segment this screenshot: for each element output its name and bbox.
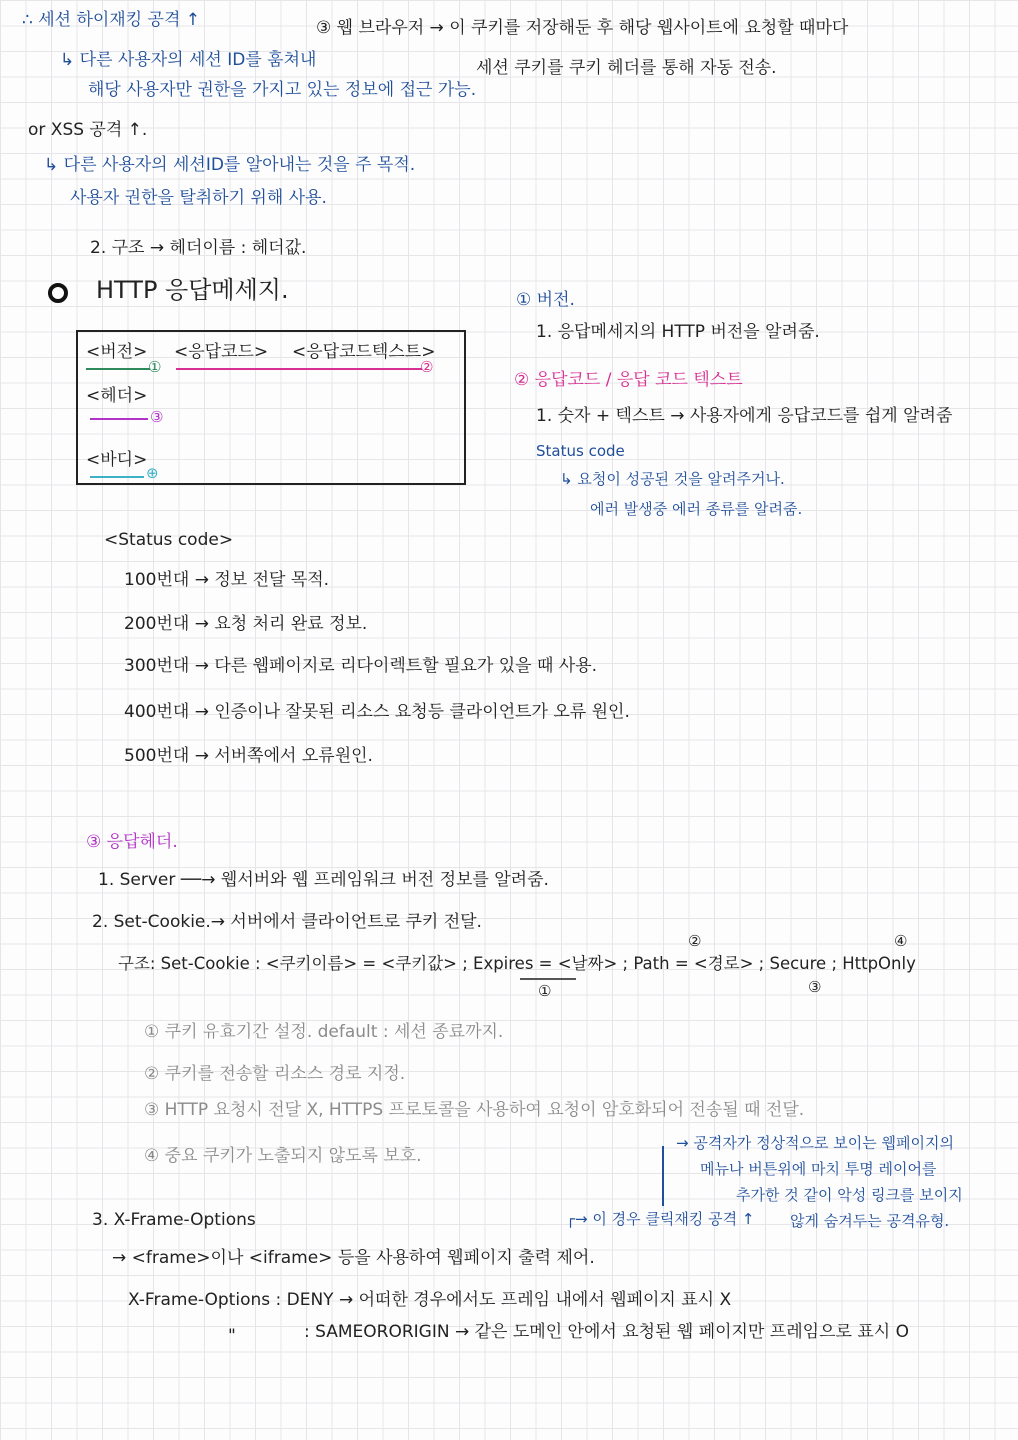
mark-1: ① <box>538 982 552 1000</box>
xfo-desc: → <frame>이나 <iframe> 등을 사용하여 웹페이지 출력 제어. <box>112 1248 595 1268</box>
status-code-label: Status code <box>536 442 625 460</box>
code-desc-3: 에러 발생중 에러 종류를 알려줌. <box>590 500 803 518</box>
mark-3: ③ <box>808 978 822 996</box>
header-underline <box>90 418 148 420</box>
cookie-note: ④ 중요 쿠키가 노출되지 않도록 보호. <box>144 1146 422 1166</box>
status-item: 200번대 → 요청 처리 완료 정보. <box>124 614 368 634</box>
xfo-sameorigin: : SAMEORORIGIN → 같은 도메인 안에서 요청된 웹 페이지만 프레임으로 표시 O <box>304 1322 909 1342</box>
version-title: ① 버전. <box>516 290 575 310</box>
session-desc-2: 해당 사용자만 권한을 가지고 있는 정보에 접근 가능. <box>88 80 477 100</box>
code-desc-2: ↳ 요청이 성공된 것을 알려주거나. <box>560 470 785 488</box>
box-code: <응답코드> <box>174 342 269 362</box>
http-response-title: HTTP 응답메세지. <box>96 276 289 304</box>
code-desc-1: 1. 숫자 + 텍스트 → 사용자에게 응답코드를 쉽게 알려줌 <box>536 406 953 426</box>
marker-3: ③ <box>150 408 164 426</box>
set-cookie-line: 2. Set-Cookie.→ 서버에서 클라이언트로 쿠키 전달. <box>92 912 482 932</box>
cookie-note: ① 쿠키 유효기간 설정. default : 세션 종료까지. <box>144 1022 504 1042</box>
xss-desc-2: 사용자 권한을 탈취하기 위해 사용. <box>70 188 327 208</box>
marker-4: ⊕ <box>146 464 159 482</box>
xss-desc-1: ↳ 다른 사용자의 세션ID를 알아내는 것을 주 목적. <box>44 155 416 175</box>
web-browser-line-2: 세션 쿠키를 쿠키 헤더를 통해 자동 전송. <box>476 58 777 78</box>
session-hijack-heading: ∴ 세션 하이재킹 공격 ↑ <box>22 10 201 30</box>
response-header-title: ③ 응답헤더. <box>86 832 178 852</box>
xss-heading: or XSS 공격 ↑. <box>28 120 148 140</box>
clickjacking-desc-1: → 공격자가 정상적으로 보이는 웹페이지의 <box>676 1134 954 1152</box>
clickjacking-label: ┌→ 이 경우 클릭재킹 공격 ↑ <box>566 1210 755 1228</box>
code-underline <box>176 368 422 370</box>
status-item: 400번대 → 인증이나 잘못된 리소스 요청등 클라이언트가 오류 원인. <box>124 702 630 722</box>
expires-underline <box>520 978 576 980</box>
xfo-deny: X-Frame-Options : DENY → 어떠한 경우에서도 프레임 내에서 웹페이지 표시 X <box>128 1290 732 1310</box>
cookie-note: ③ HTTP 요청시 전달 X, HTTPS 프로토콜을 사용하여 요청이 암호화되어 전송될 때 전달. <box>144 1100 805 1120</box>
version-desc: 1. 응답메세지의 HTTP 버전을 알려줌. <box>536 322 820 342</box>
marker-2: ② <box>420 358 434 376</box>
version-underline <box>86 368 150 370</box>
box-body: <바디> <box>86 450 148 470</box>
clickjacking-desc-4: 않게 숨겨두는 공격유형. <box>790 1212 950 1230</box>
bracket-line <box>662 1146 664 1206</box>
set-cookie-structure: 구조: Set-Cookie : <쿠키이름> = <쿠키값> ; Expires = <날짜> ; Path = <경로> ; Secure ; HttpOnly <box>118 954 916 973</box>
clickjacking-desc-3: 추가한 것 같이 악성 링크를 보이지 <box>736 1186 963 1204</box>
marker-1: ① <box>148 358 162 376</box>
clickjacking-desc-2: 메뉴나 버튼위에 마치 투명 레이어를 <box>700 1160 937 1178</box>
box-header: <헤더> <box>86 386 148 406</box>
status-item: 300번대 → 다른 웹페이지로 리다이렉트할 필요가 있을 때 사용. <box>124 656 598 676</box>
status-title: <Status code> <box>104 530 234 550</box>
xfo-title: 3. X-Frame-Options <box>92 1210 256 1230</box>
box-version: <버전> <box>86 342 148 362</box>
mark-2: ② <box>688 932 702 950</box>
box-code-text: <응답코드텍스트> <box>292 342 436 362</box>
mark-4: ④ <box>894 932 908 950</box>
web-browser-line-1: ③ 웹 브라우저 → 이 쿠키를 저장해둔 후 해당 웹사이트에 요청할 때마다 <box>316 18 849 38</box>
session-desc-1: ↳ 다른 사용자의 세션 ID를 훔쳐내 <box>60 50 317 70</box>
code-title: ② 응답코드 / 응답 코드 텍스트 <box>514 370 743 390</box>
ditto-mark: " <box>228 1326 236 1346</box>
header-structure: 2. 구조 → 헤더이름 : 헤더값. <box>90 238 307 258</box>
status-item: 100번대 → 정보 전달 목적. <box>124 570 330 590</box>
server-line: 1. Server ──→ 웹서버와 웹 프레임워크 버전 정보를 알려줌. <box>98 870 549 890</box>
status-item: 500번대 → 서버쪽에서 오류원인. <box>124 746 373 766</box>
body-underline <box>90 476 144 478</box>
bullet-icon <box>48 283 68 303</box>
cookie-note: ② 쿠키를 전송할 리소스 경로 지정. <box>144 1064 406 1084</box>
